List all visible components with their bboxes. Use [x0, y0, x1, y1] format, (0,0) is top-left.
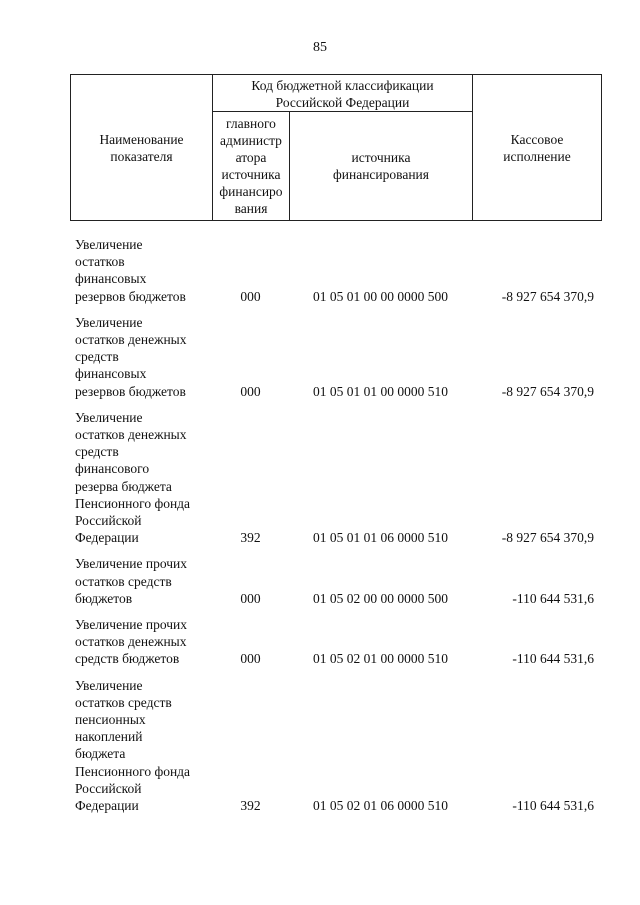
- row-source-code-cell: [289, 677, 472, 824]
- row-amount-cell: [472, 616, 601, 677]
- row-admin-code: 000: [240, 651, 261, 667]
- table-row: [70, 555, 601, 616]
- row-amount: -8 927 654 370,9: [501, 383, 594, 399]
- header-chief-admin: главного администратора источника финансирования: [213, 112, 290, 221]
- row-name: Увеличение остатков средств пенсионных накоплений бюджета Пенсионного фонда Российской Федерации: [75, 677, 191, 814]
- row-source-code-cell: [289, 409, 472, 556]
- data-table: [70, 236, 601, 823]
- table-row: [70, 677, 601, 824]
- row-amount-cell: [472, 677, 601, 824]
- row-amount: -110 644 531,6: [512, 651, 594, 667]
- row-admin-code-cell: [212, 409, 289, 556]
- row-name: Увеличение прочих остатков средств бюджетов: [75, 556, 188, 606]
- row-admin-code: 392: [240, 798, 261, 814]
- table-row: [70, 236, 601, 314]
- row-amount-cell: [472, 236, 601, 314]
- row-amount: -110 644 531,6: [512, 590, 594, 606]
- page-number: 85: [313, 40, 327, 55]
- row-admin-code-cell: [212, 314, 289, 409]
- header-budget-code: Код бюджетной классификации Российской Федерации: [213, 75, 473, 112]
- table-row: [70, 616, 601, 677]
- row-admin-code-cell: [212, 555, 289, 616]
- row-admin-code: 392: [240, 530, 261, 546]
- row-name: Увеличение остатков финансовых резервов бюджетов: [75, 237, 186, 304]
- row-admin-code-cell: [212, 677, 289, 824]
- row-name-cell: [70, 677, 212, 824]
- row-admin-code: 000: [240, 383, 261, 399]
- row-name: Увеличение прочих остатков денежных средств бюджетов: [75, 617, 188, 667]
- row-admin-code-cell: [212, 236, 289, 314]
- row-amount: -8 927 654 370,9: [501, 288, 594, 304]
- row-name: Увеличение остатков денежных средств финансовых резервов бюджетов: [75, 314, 187, 399]
- row-source-code: 01 05 02 01 06 0000 510: [313, 798, 448, 814]
- table-row: [70, 314, 601, 409]
- row-source-code: 01 05 01 00 00 0000 500: [313, 288, 448, 304]
- header-indicator-name: Наименование показателя: [71, 75, 213, 221]
- row-name-cell: [70, 236, 212, 314]
- row-name-cell: [70, 314, 212, 409]
- row-amount: -8 927 654 370,9: [501, 530, 594, 546]
- row-source-code: 01 05 01 01 00 0000 510: [313, 383, 448, 399]
- row-admin-code: 000: [240, 590, 261, 606]
- table-row: [70, 409, 601, 556]
- row-source-code-cell: [289, 555, 472, 616]
- row-source-code: 01 05 01 01 06 0000 510: [313, 530, 448, 546]
- row-source-code-cell: [289, 314, 472, 409]
- row-name-cell: [70, 409, 212, 556]
- table-header: [70, 74, 602, 221]
- header-execution: Кассовое исполнение: [473, 75, 602, 221]
- row-amount: -110 644 531,6: [512, 798, 594, 814]
- row-name-cell: [70, 616, 212, 677]
- row-admin-code-cell: [212, 616, 289, 677]
- row-source-code-cell: [289, 616, 472, 677]
- row-amount-cell: [472, 555, 601, 616]
- row-amount-cell: [472, 409, 601, 556]
- row-source-code: 01 05 02 01 00 0000 510: [313, 651, 448, 667]
- row-name: Увеличение остатков денежных средств финансового резерва бюджета Пенсионного фонда Российской Федерации: [75, 409, 191, 546]
- row-name-cell: [70, 555, 212, 616]
- table-body: [70, 236, 601, 823]
- header-source: источника финансирования: [290, 112, 473, 221]
- row-source-code: 01 05 02 00 00 0000 500: [313, 590, 448, 606]
- row-amount-cell: [472, 314, 601, 409]
- row-admin-code: 000: [240, 288, 261, 304]
- row-source-code-cell: [289, 236, 472, 314]
